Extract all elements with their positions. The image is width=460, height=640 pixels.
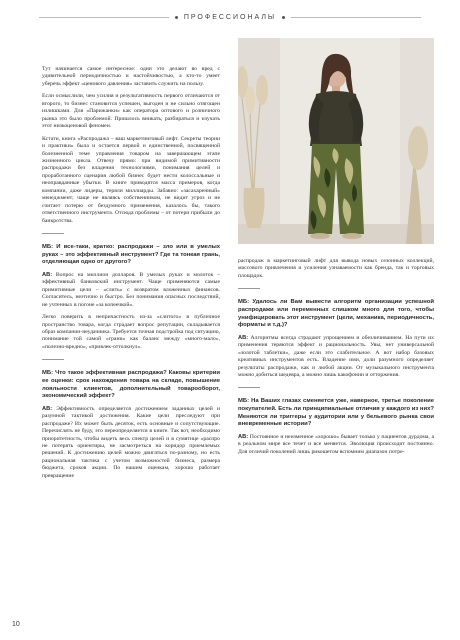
answer-label: АВ: [42,271,53,278]
section-header [0,8,460,26]
question-rule [42,359,64,360]
interview-answer [42,272,220,309]
photo-floor [238,224,434,244]
interview-answer [42,406,220,481]
model-photo-illustration [238,38,434,244]
answer-label: АВ: [238,334,249,341]
body-paragraph: Кстати, книга «Распродажа – ваш маркетинговый лифт. Секреты теории и практики» была и остается первой и единственной, посвященной болезненной теме управления товаром на завершающем этапе жизненного цикла. Отвечу прямо: при видимой примитивности распродажи без владения технологиями, понимания целей и проработанного сценария любой бизнес будет нести колоссальные и неоправданные убытки. В книге приводятся масса примеров, когда компании, даже лидеры, теряли миллиарды. Забавно: «засахаренный» менеджмент; чаще не являясь собственником, не видит угроз и не считает потерю от бездумного применения, казалось бы, такого ответственного инструмента. Отсюда проблемы – от потери прибыли до банкротства. [42,135,220,224]
interview-question: МБ: Что такое эффективная распродажа? Каковы критерии ее оценки: срок нахождения товара на складе, повышение лояльности клиентов, дополнительный товарооборот, экономический эффект? [42,370,220,400]
answer-text: Вопрос на миллион долларов. В умелых руках и молоток – эффективный банковский инструмент. Чаще применяются самые примитивные цели – «слить» с возвратом вложенных финансов. Согласитесь, неэтично и быстро. Без понимания опасных последствий, не учтенных в погоне «за копеечкой». [42,271,220,308]
body-paragraph: Если осмыслили, чем усилия и результативность первого отличаются от второго, то бизнес становится успешен, выгоден и не сильно отягощен излишками. Для «Парижанки» как оператора оптового и розничного рынка это было проблемой. Пришлось вникать, разбираться и изучать этот низкоценовой феномен. [42,93,220,130]
pampas-plume-right [408,126,428,170]
question-rule [42,233,64,234]
question-rule [238,288,260,289]
answer-label: АВ: [238,433,249,440]
text-column-right [238,258,434,461]
body-paragraph: распродаж в маркетинговый лифт для вывода новых сезонных коллекций, массового привлечения и усиления узнаваемости как бренда, так и торговых площадок. [238,258,434,279]
page-number: 10 [12,621,20,628]
answer-text: Легко поверить в непричастность из-за «слитого» в публичное пространство товара, когда страдает вопрос репутации, складывается образ компании-неудачника. Требуется точная подстройка под ситуацию, понимание той самой «грани» как баланс между «много-мало», «полезно-вредно», «привлек-оттолкнул». [42,314,220,350]
model-foot-left [310,233,330,239]
interview-question: МБ: Удалось ли Вам вывести алгоритм организации успешной распродажи или переменных слишком много для того, чтобы унифицировать этот инструмент (цели, механика, периодичность, форматы и т.д.)? [238,299,434,329]
header-rule-left [39,17,169,18]
pampas-plume-3 [245,86,255,114]
header-rule-right [291,17,421,18]
section-title: ПРОФЕССИОНАЛЫ [183,13,277,21]
vase [244,188,265,228]
model-foot-right [342,233,362,239]
text-column-left [42,66,220,485]
answer-label: АВ: [42,405,53,412]
model-photo [238,38,434,244]
interview-question: МБ: На Ваших глазах сменяется уже, наверное, третье поколение покупателей. Есть ли принципиальные отличия у каждого из них? Меняются ли триггеры у аудитории или у бельевого рынка свои вневременные истории? [238,398,434,428]
pampas-plume-2 [256,75,268,105]
interview-answer [238,434,434,456]
body-paragraph: Тут начинается самое интересное: одни это делают во вред с удивительной периодичностью и настойчивостью, а кто-то умеет уберечь эффект «ценового давления» заставить служить на пользу. [42,66,220,87]
answer-text: Постоянное и неизменное «хорошо» бывает только у пациентов дурдома, а в реальном мире все течет и все меняется. Эволюция происходит постоянно. Для отличий поколений лишь рикошетом вспомним диапазон потре- [238,433,435,455]
answer-text: Алгоритмы всегда страдают упрощением и обезличиванием. На пути их применения теряются эффект и рациональность. Увы, нет универсальной «золотой таблетки», даже если это слабительное. А вот набор базовых креативных инструментов есть. Владение ими, доли разумного определяет результаты распродажи, как и любой акции. От музыкального инструмента можно добиться шедевра, а можно лишь какофонии и отторжения. [238,334,434,378]
answer-text: Эффективность определяется достижением заданных целей и разумной тактикой достижения. Какие цели преследуют при распродаже? Их может быть десяток, есть основные и сопутствующие. Перечислять не буду, это переопределяется в книге. Так вот, необходимо приоритетность, чтобы видеть весь спектр целей и в сумятице «распро не потерять ориентиры, не засмотреться на коридор приемлемых решений. К достижению целей можно двигаться по-разному, но есть рациональная тактика с учетом возможностей бизнеса, размера бюджета, сроков акции. По нашим оценкам, хорошо работает превращение [42,405,220,479]
interview-answer [238,335,434,380]
interview-answer [42,314,220,351]
header-dot-right [282,16,285,19]
question-rule [238,387,260,388]
interview-question: МБ: И все-таки, кратко: распродажи – зло или в умелых руках – это эффективный инструмент? Где та тонкая грань, отделяющая одно от другого? [42,244,220,266]
header-dot-left [175,16,178,19]
